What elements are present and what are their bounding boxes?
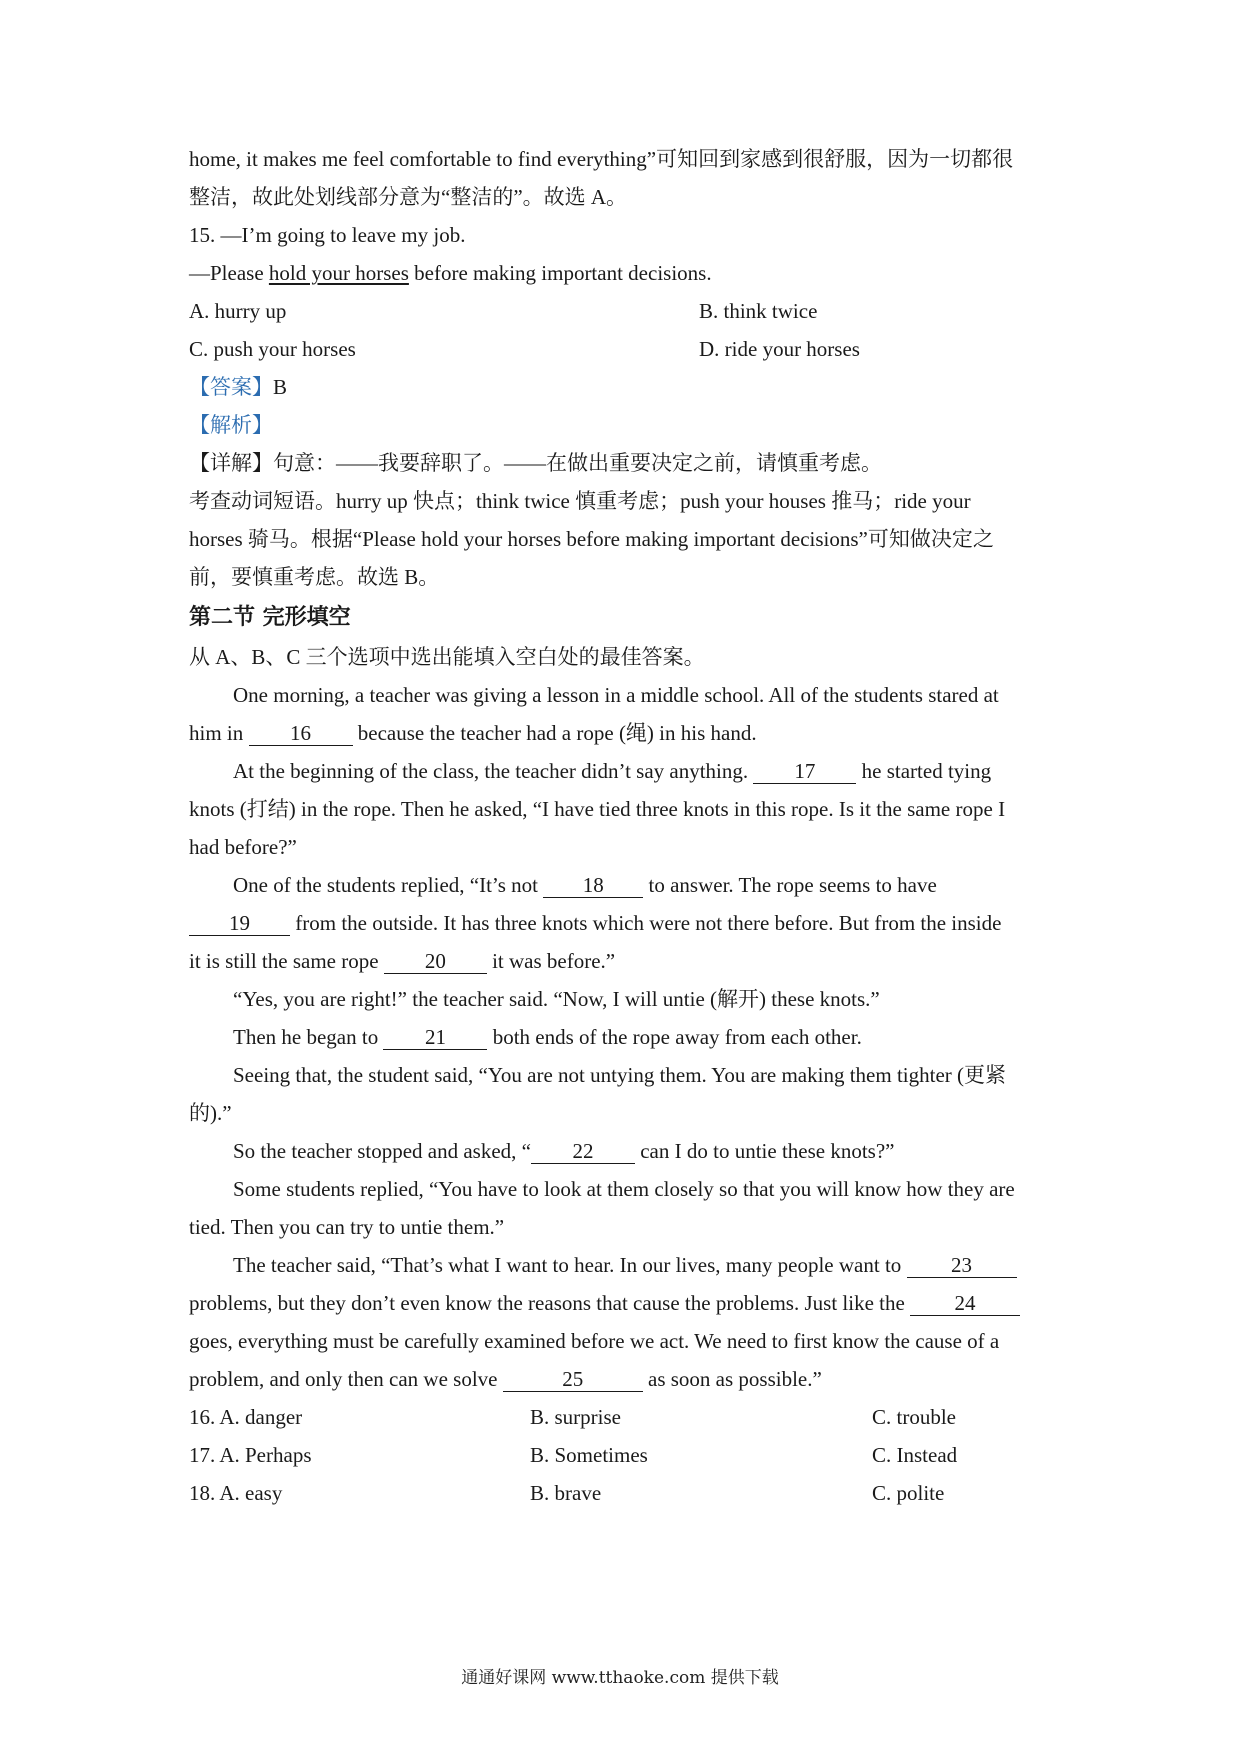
explanation-line-3: 前，要慎重考虑。故选 B。 (189, 565, 440, 589)
text-segment: The teacher said, “That’s what I want to hear. In our lives, many people want to (233, 1253, 907, 1277)
dialogue-prefix: —Please (189, 261, 269, 285)
text-segment: it was before.” (486, 949, 616, 973)
passage-p7 (189, 1132, 1055, 1170)
blank-19: 19 (189, 911, 290, 936)
question-15-stem: 15. —I’m going to leave my job. (189, 223, 466, 247)
text-segment: can I do to untie these knots?” (634, 1139, 895, 1163)
text-segment: problem, and only then can we solve (189, 1367, 503, 1391)
choice-17-a: 17. A. Perhaps (189, 1443, 312, 1467)
answer-value: B (273, 375, 288, 399)
text-segment: both ends of the rope away from each other. (487, 1025, 862, 1049)
answer-tag: 【答案】 (189, 375, 273, 399)
passage-p8-line-2: tied. Then you can try to untie them.” (189, 1215, 505, 1239)
blank-17: 17 (753, 759, 856, 784)
option-d: D. ride your horses (699, 337, 860, 361)
text-segment: At the beginning of the class, the teacher didn’t say anything. (233, 759, 754, 783)
passage-p9-line-2 (189, 1284, 1055, 1322)
option-b: B. think twice (699, 299, 818, 323)
passage-p5 (189, 1018, 1055, 1056)
passage-p6-line-2: 的).” (189, 1101, 232, 1125)
passage-p3-line-2 (189, 904, 1055, 942)
blank-18: 18 (543, 873, 643, 898)
passage-p1-line-2 (189, 714, 1055, 752)
passage-p4: “Yes, you are right!” the teacher said. “Now, I will untie (解开) these knots.” (233, 987, 880, 1011)
detail-line (189, 444, 1055, 482)
option-a: A. hurry up (189, 299, 287, 323)
blank-24: 24 (910, 1291, 1020, 1316)
choices-row-18 (189, 1474, 1055, 1512)
analysis-line (189, 406, 1055, 444)
text-segment: problems, but they don’t even know the reasons that cause the problems. Just like the (189, 1291, 911, 1315)
blank-22: 22 (531, 1139, 635, 1164)
choice-17-b: B. Sometimes (530, 1443, 648, 1467)
choice-18-c: C. polite (872, 1481, 945, 1505)
blank-25: 25 (503, 1367, 643, 1392)
choice-16-a: 16. A. danger (189, 1405, 303, 1429)
passage-p3-line-1 (189, 866, 1055, 904)
text-segment: One of the students replied, “It’s not (233, 873, 544, 897)
question-15-options-row-2 (189, 330, 1055, 368)
section-instruction: 从 A、B、C 三个选项中选出能填入空白处的最佳答案。 (189, 645, 705, 669)
passage-p6-line-1: Seeing that, the student said, “You are not untying them. You are making them tighter (更紧 (233, 1063, 1007, 1087)
choice-18-b: B. brave (530, 1481, 602, 1505)
document-page (189, 140, 1055, 1512)
section-title: 第二节 完形填空 (189, 605, 351, 630)
choice-17-c: C. Instead (872, 1443, 958, 1467)
passage-p2-line-3: had before?” (189, 835, 297, 859)
blank-16: 16 (249, 721, 353, 746)
text-segment: as soon as possible.” (642, 1367, 822, 1391)
explanation-line-1: 考查动词短语。hurry up 快点；think twice 慎重考虑；push your houses 推马；ride your (189, 489, 971, 513)
option-c: C. push your horses (189, 337, 356, 361)
underlined-phrase: hold your horses (268, 261, 409, 285)
question-15-options-row-1 (189, 292, 1055, 330)
text-segment: from the outside. It has three knots which were not there before. But from the inside (290, 911, 1002, 935)
choice-18-a: 18. A. easy (189, 1481, 283, 1505)
detail-tag: 【详解】 (189, 451, 273, 475)
choice-16-c: C. trouble (872, 1405, 956, 1429)
page-footer: 通通好课网 www.tthaoke.com 提供下载 (461, 1668, 779, 1688)
choices-row-16 (189, 1398, 1055, 1436)
text-segment: So the teacher stopped and asked, “ (233, 1139, 531, 1163)
analysis-tag: 【解析】 (189, 413, 273, 437)
answer-line (189, 368, 1055, 406)
blank-23: 23 (907, 1253, 1017, 1278)
passage-p1-line-1: One morning, a teacher was giving a lesson in a middle school. All of the students stared at (233, 683, 999, 707)
passage-p9-line-4 (189, 1360, 1055, 1398)
passage-p9-line-3: goes, everything must be carefully examined before we act. We need to first know the cause of a (189, 1329, 1000, 1353)
prev-explanation-line-1: home, it makes me feel comfortable to find everything”可知回到家感到很舒服，因为一切都很 (189, 147, 1014, 171)
explanation-line-2: horses 骑马。根据“Please hold your horses before making important decisions”可知做决定之 (189, 527, 994, 551)
text-segment: because the teacher had a rope (绳) in his hand. (352, 721, 757, 745)
text-segment: Then he began to (233, 1025, 384, 1049)
passage-p9-line-1 (189, 1246, 1055, 1284)
passage-p3-line-3 (189, 942, 1055, 980)
text-segment: he started tying (856, 759, 992, 783)
blank-21: 21 (383, 1025, 487, 1050)
choices-row-17 (189, 1436, 1055, 1474)
text-segment: it is still the same rope (189, 949, 384, 973)
dialogue-suffix: before making important decisions. (408, 261, 712, 285)
blank-20: 20 (384, 949, 487, 974)
detail-text: 句意：——我要辞职了。——在做出重要决定之前，请慎重考虑。 (273, 451, 882, 475)
choice-16-b: B. surprise (530, 1405, 621, 1429)
question-15-dialogue (189, 254, 1055, 292)
passage-p2-line-2: knots (打结) in the rope. Then he asked, “I have tied three knots in this rope. Is it the same rope I (189, 797, 1006, 821)
passage-p8-line-1: Some students replied, “You have to look at them closely so that you will know how they are (233, 1177, 1015, 1201)
text-segment: to answer. The rope seems to have (643, 873, 937, 897)
text-segment: him in (189, 721, 249, 745)
prev-explanation-line-2: 整洁，故此处划线部分意为“整洁的”。故选 A。 (189, 185, 628, 209)
passage-p2-line-1 (189, 752, 1055, 790)
